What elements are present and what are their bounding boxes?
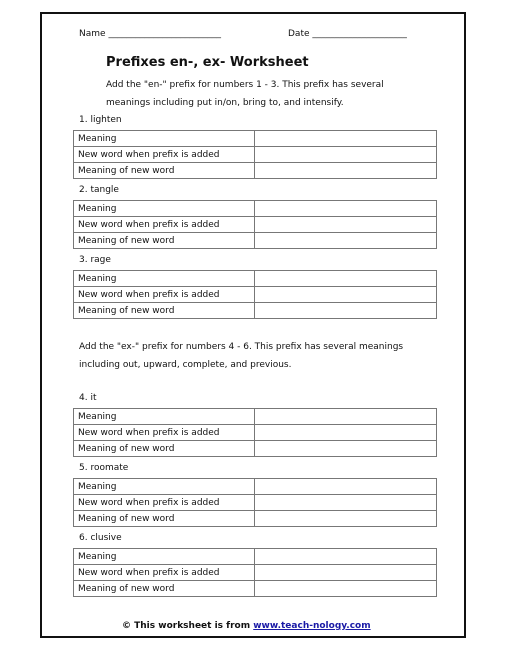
new-word-label: New word when prefix is added (74, 287, 255, 303)
item-table (73, 548, 437, 597)
item-label: 1. lighten (79, 115, 122, 125)
name-field (79, 29, 221, 39)
meaning-label: Meaning (74, 271, 255, 287)
answer-cell[interactable] (255, 147, 437, 163)
table-row (74, 303, 437, 319)
meaning-label: Meaning (74, 201, 255, 217)
item-table (73, 200, 437, 249)
meaning-label: Meaning (74, 479, 255, 495)
meaning-label: Meaning (74, 131, 255, 147)
answer-cell[interactable] (255, 217, 437, 233)
table-row (74, 271, 437, 287)
answer-cell[interactable] (255, 565, 437, 581)
answer-cell[interactable] (255, 131, 437, 147)
new-meaning-label: Meaning of new word (74, 581, 255, 597)
new-meaning-label: Meaning of new word (74, 303, 255, 319)
item-table (73, 270, 437, 319)
new-meaning-label: Meaning of new word (74, 511, 255, 527)
table-row (74, 131, 437, 147)
item-table (73, 130, 437, 179)
answer-cell[interactable] (255, 495, 437, 511)
answer-cell[interactable] (255, 581, 437, 597)
table-row (74, 441, 437, 457)
date-field (288, 29, 407, 39)
footer (122, 621, 371, 631)
table-row (74, 581, 437, 597)
answer-cell[interactable] (255, 511, 437, 527)
date-label: Date (288, 29, 310, 39)
new-meaning-label: Meaning of new word (74, 163, 255, 179)
answer-cell[interactable] (255, 271, 437, 287)
name-label: Name (79, 29, 106, 39)
footer-link[interactable]: www.teach-nology.com (253, 621, 371, 631)
new-word-label: New word when prefix is added (74, 217, 255, 233)
new-word-label: New word when prefix is added (74, 565, 255, 581)
table-row (74, 147, 437, 163)
item-label: 2. tangle (79, 185, 119, 195)
item-label: 5. roomate (79, 463, 129, 473)
table-row (74, 565, 437, 581)
item-label: 3. rage (79, 255, 111, 265)
meaning-label: Meaning (74, 409, 255, 425)
table-row (74, 217, 437, 233)
answer-cell[interactable] (255, 425, 437, 441)
new-word-label: New word when prefix is added (74, 147, 255, 163)
answer-cell[interactable] (255, 479, 437, 495)
new-word-label: New word when prefix is added (74, 425, 255, 441)
item-label: 6. clusive (79, 533, 122, 543)
item-label: 4. it (79, 393, 97, 403)
answer-cell[interactable] (255, 303, 437, 319)
answer-cell[interactable] (255, 201, 437, 217)
answer-cell[interactable] (255, 441, 437, 457)
table-row (74, 549, 437, 565)
answer-cell[interactable] (255, 233, 437, 249)
intro-ex: Add the "ex-" prefix for numbers 4 - 6. This prefix has several meanings including out, upward, complete, and previous. (79, 342, 404, 370)
answer-cell[interactable] (255, 163, 437, 179)
new-word-label: New word when prefix is added (74, 495, 255, 511)
worksheet-title: Prefixes en-, ex- Worksheet (106, 55, 309, 70)
answer-cell[interactable] (255, 287, 437, 303)
table-row (74, 287, 437, 303)
item-table (73, 408, 437, 457)
footer-text: © This worksheet is from (122, 621, 254, 631)
table-row (74, 511, 437, 527)
answer-cell[interactable] (255, 549, 437, 565)
intro-en: Add the "en-" prefix for numbers 1 - 3. This prefix has several meanings including put in/on, bring to, and intensify. (106, 80, 384, 108)
table-row (74, 495, 437, 511)
table-row (74, 425, 437, 441)
table-row (74, 409, 437, 425)
new-meaning-label: Meaning of new word (74, 441, 255, 457)
new-meaning-label: Meaning of new word (74, 233, 255, 249)
item-table (73, 478, 437, 527)
table-row (74, 233, 437, 249)
answer-cell[interactable] (255, 409, 437, 425)
name-blank: _________________________ (108, 29, 221, 39)
table-row (74, 201, 437, 217)
meaning-label: Meaning (74, 549, 255, 565)
table-row (74, 479, 437, 495)
date-blank: _____________________ (312, 29, 407, 39)
table-row (74, 163, 437, 179)
